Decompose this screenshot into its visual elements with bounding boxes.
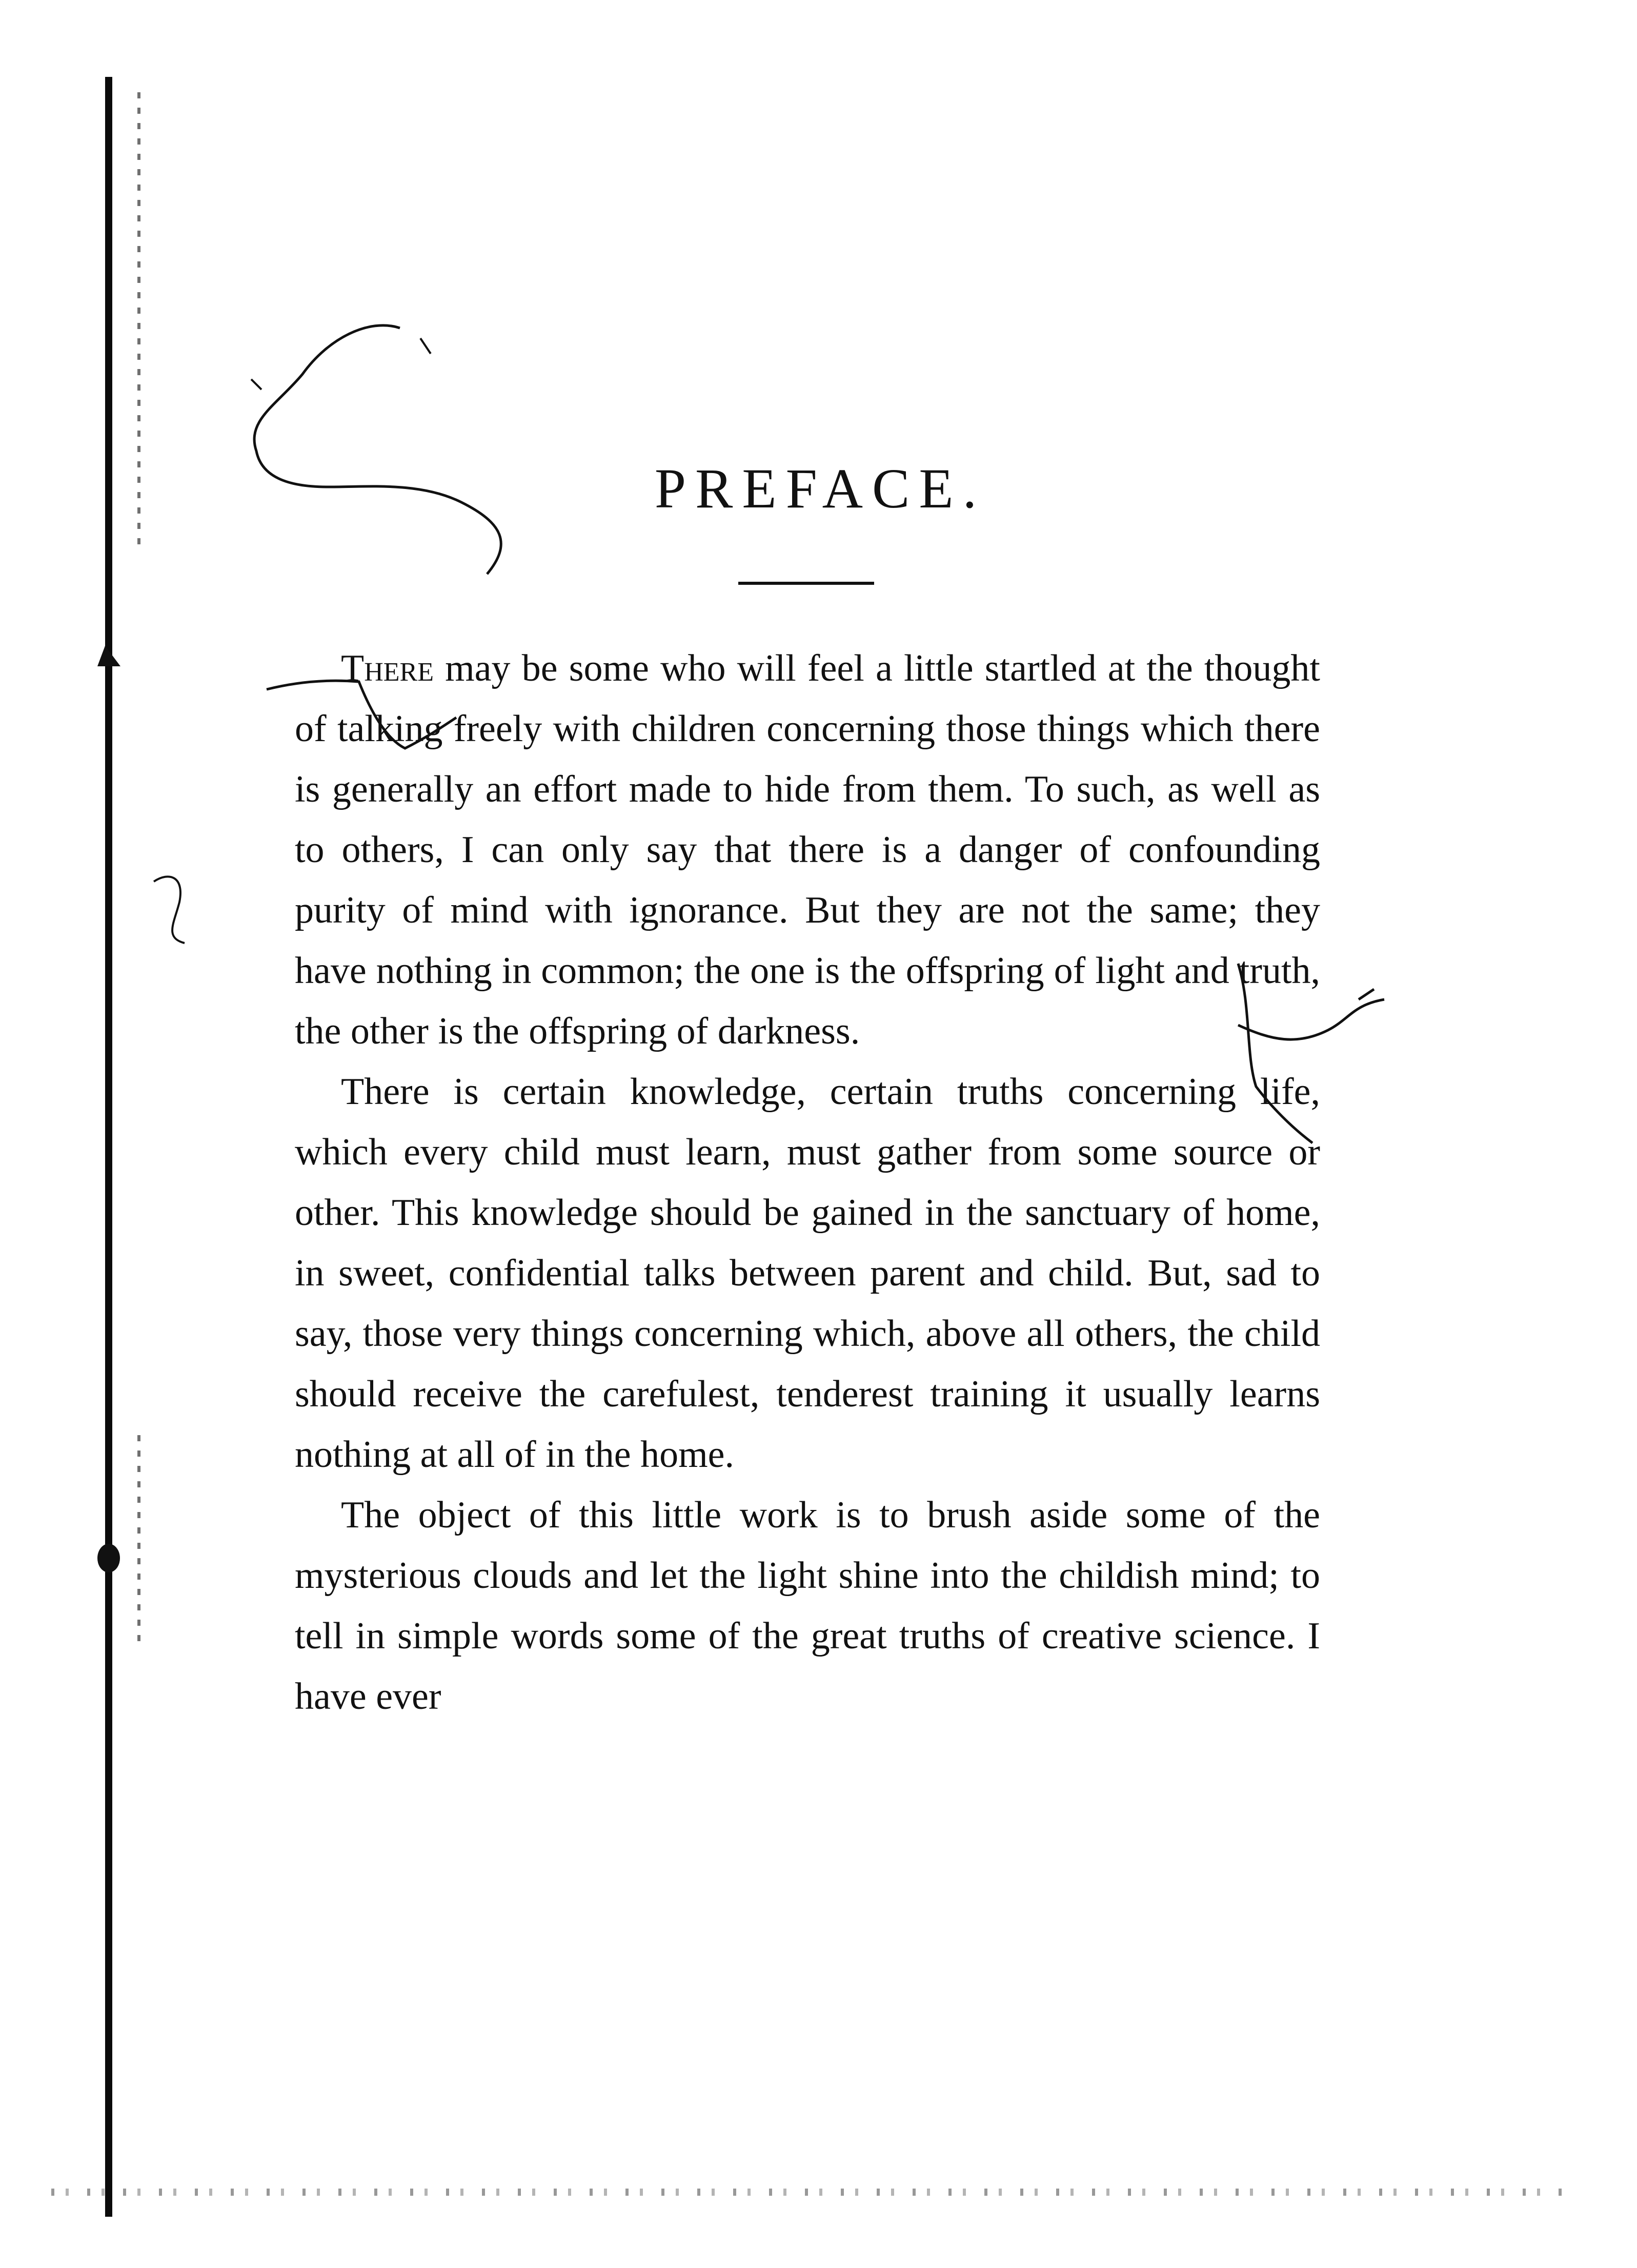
paragraph-text: may be some who will feel a little startled at the thought of talking freely with children concerning those things which there is generally an effort made to hide from them. To such, as well as to others, I can only say that there is a danger of confounding purity of mind with ignorance. But they are not the same; they have nothing in common; the one is the offspring of light and truth, the other is the offspring of darkness.: [295, 647, 1320, 1052]
paragraph-lead-word: There: [341, 647, 434, 689]
page-title: PREFACE.: [654, 457, 986, 520]
paragraph-text: The object of this little work is to brush aside some of the mysterious clouds and let the light shine into the childish mind; to tell in simple words some of the great truths of creative science. I have ever: [295, 1494, 1320, 1718]
scribble-title: [254, 325, 501, 574]
paragraph-text: There is certain knowledge, certain truths concerning life, which every child must learn, must gather from some source or other. This knowledge should be gained in the sanctuary of home, in sweet, confidential talks between parent and child. But, sad to say, those very things concerning which, above all others, the child should receive the carefulest, tenderest training it usually learns nothing at all of in the home.: [295, 1071, 1320, 1476]
paragraph-3: [295, 1485, 1320, 1727]
gutter-specks-lower: [137, 1435, 140, 1650]
preface-body: [295, 638, 1320, 1727]
scribble-small-left: [154, 876, 185, 943]
title-rule: [738, 582, 874, 585]
paragraph-1: [295, 638, 1320, 1061]
gutter-specks: [137, 92, 140, 554]
binding-edge: [105, 77, 112, 2217]
bottom-edge-noise: [51, 2189, 1564, 2196]
paragraph-2: [295, 1061, 1320, 1485]
scribble-title-tick: [251, 338, 431, 390]
